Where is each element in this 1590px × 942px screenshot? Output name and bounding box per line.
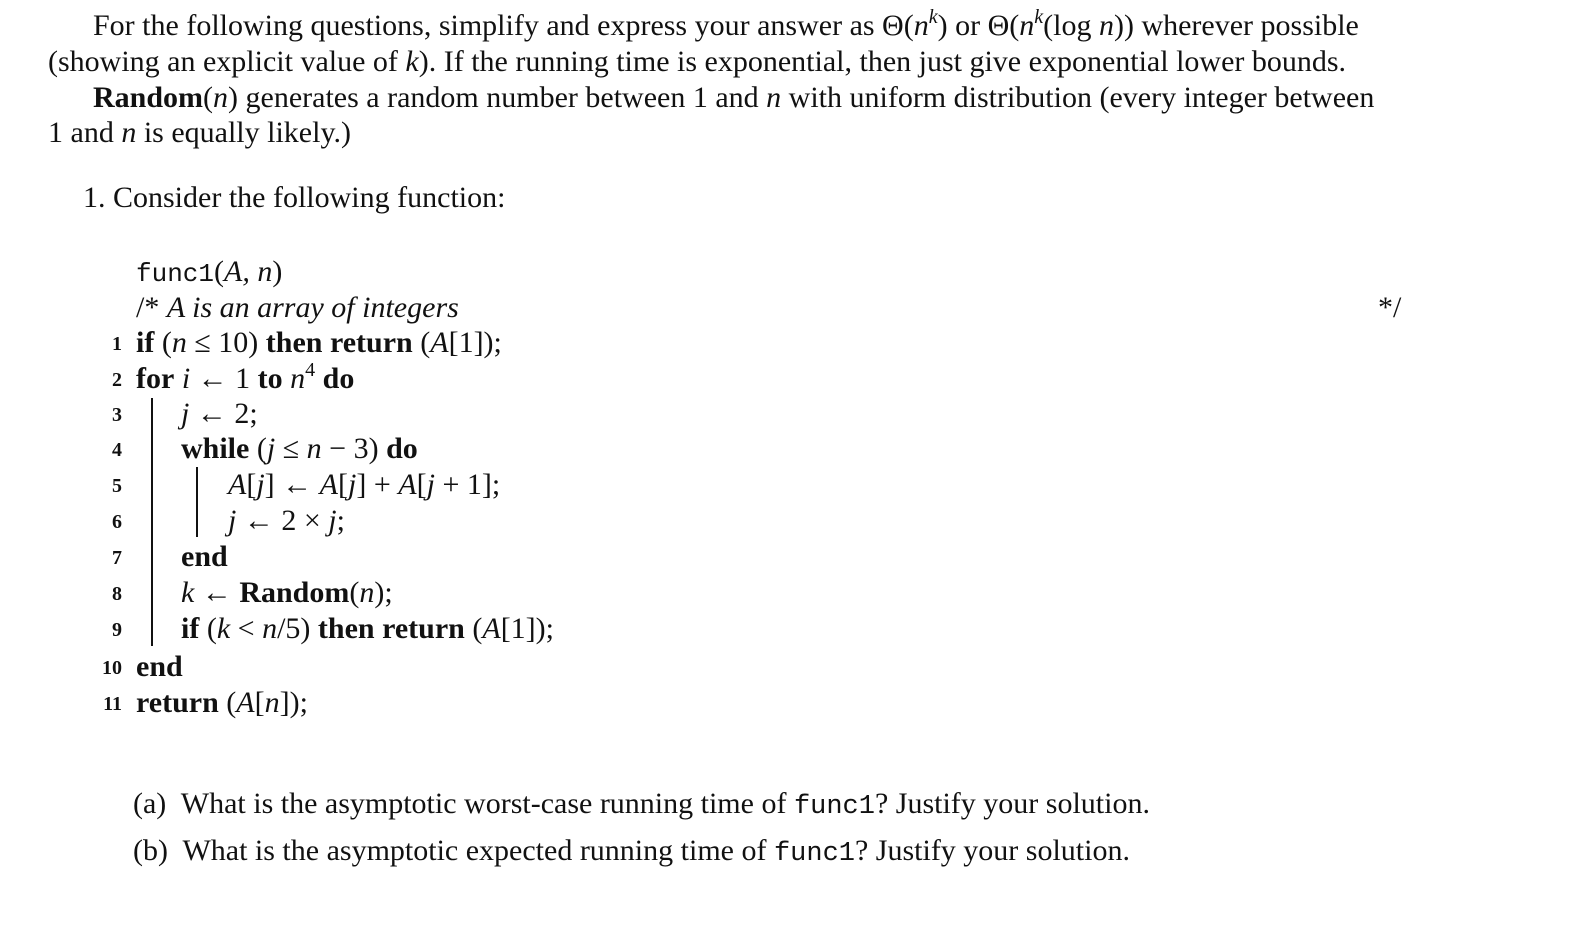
code-header bbox=[136, 254, 282, 292]
math-exponent: k bbox=[928, 6, 938, 28]
paren: ( bbox=[214, 255, 225, 288]
code-line-4: while (j ≤ n − 3) do bbox=[181, 432, 418, 465]
intro-text: ( bbox=[203, 81, 214, 114]
inline-code: func1 bbox=[773, 839, 855, 869]
math-var: n bbox=[1019, 9, 1035, 42]
comment-close: */ bbox=[1378, 291, 1402, 324]
code-line-3: j ← 2; bbox=[181, 397, 258, 430]
code-line-9: if (k < n/5) then return (A[1]); bbox=[181, 612, 554, 645]
subquestion-text: What is the asymptotic expected running time of bbox=[182, 834, 774, 867]
intro-text: ). If the running time is exponential, then just give exponential lower bounds. bbox=[418, 45, 1347, 78]
math-var: n bbox=[213, 81, 229, 114]
random-keyword: Random bbox=[93, 81, 204, 114]
code-line-2: for i ← 1 to $n^4$ do bbox=[136, 359, 355, 395]
code-line-1: if (n ≤ 10) then return (A[1]); bbox=[136, 326, 502, 359]
code-comment bbox=[136, 290, 459, 326]
line-number: 4 bbox=[112, 439, 122, 461]
code-line-8: k ← Random(n); bbox=[181, 576, 393, 609]
intro-line-1 bbox=[93, 8, 1359, 44]
comment-open: /* bbox=[136, 291, 167, 324]
code-line-6: j ← 2 × j; bbox=[228, 504, 345, 537]
intro-text: )) wherever possible bbox=[1113, 9, 1359, 42]
math-var: n bbox=[913, 9, 929, 42]
math-var: n bbox=[121, 116, 137, 149]
subquestion-label: (b) bbox=[133, 834, 168, 867]
subquestion-text: What is the asymptotic worst-case running time of bbox=[180, 787, 794, 820]
function-name: func1 bbox=[136, 259, 215, 289]
intro-text: (log bbox=[1043, 9, 1099, 42]
subquestion-label: (a) bbox=[133, 787, 167, 820]
intro-text: (showing an explicit value of bbox=[48, 45, 406, 78]
line-number: 3 bbox=[112, 404, 122, 426]
math-var: n bbox=[1098, 9, 1114, 42]
inline-code: func1 bbox=[793, 792, 875, 822]
code-line-7: end bbox=[181, 540, 228, 573]
line-number: 1 bbox=[112, 333, 122, 355]
code-line-11: return (A[n]); bbox=[136, 686, 308, 719]
subquestion-b bbox=[133, 833, 1130, 872]
function-args: A, n bbox=[224, 255, 273, 288]
intro-line-2 bbox=[48, 44, 1346, 80]
line-number: 9 bbox=[112, 619, 122, 641]
comment-text: A is an array of integers bbox=[166, 291, 459, 324]
math-var: k bbox=[405, 45, 419, 78]
subquestion-a bbox=[133, 786, 1150, 825]
intro-text: 1 and bbox=[48, 116, 122, 149]
intro-text: For the following questions, simplify and express your answer as Θ( bbox=[93, 9, 914, 42]
intro-text: ) or Θ( bbox=[937, 9, 1020, 42]
line-number: 11 bbox=[103, 693, 122, 715]
intro-text: with uniform distribution (every integer between bbox=[781, 81, 1375, 114]
intro-text: is equally likely.) bbox=[136, 116, 352, 149]
subquestion-text: ? Justify your solution. bbox=[874, 787, 1150, 820]
line-number: 10 bbox=[102, 657, 122, 679]
line-number: 8 bbox=[112, 583, 122, 605]
code-line-10: end bbox=[136, 650, 183, 683]
question-label: 1. Consider the following function: bbox=[83, 181, 506, 214]
subquestion-text: ? Justify your solution. bbox=[854, 834, 1130, 867]
math-exponent: k bbox=[1034, 6, 1044, 28]
line-number: 6 bbox=[112, 511, 122, 533]
code-line-5: A[j] ← A[j] + A[j + 1]; bbox=[228, 468, 501, 501]
intro-line-4 bbox=[48, 115, 351, 151]
intro-text: ) generates a random number between 1 and bbox=[228, 81, 767, 114]
line-number: 7 bbox=[112, 547, 122, 569]
line-number: 2 bbox=[112, 369, 122, 391]
intro-line-3 bbox=[93, 80, 1374, 116]
while-loop-bar bbox=[196, 467, 198, 537]
paren: ) bbox=[272, 255, 283, 288]
math-var: n bbox=[766, 81, 782, 114]
line-number: 5 bbox=[112, 475, 122, 497]
for-loop-bar bbox=[151, 398, 153, 646]
